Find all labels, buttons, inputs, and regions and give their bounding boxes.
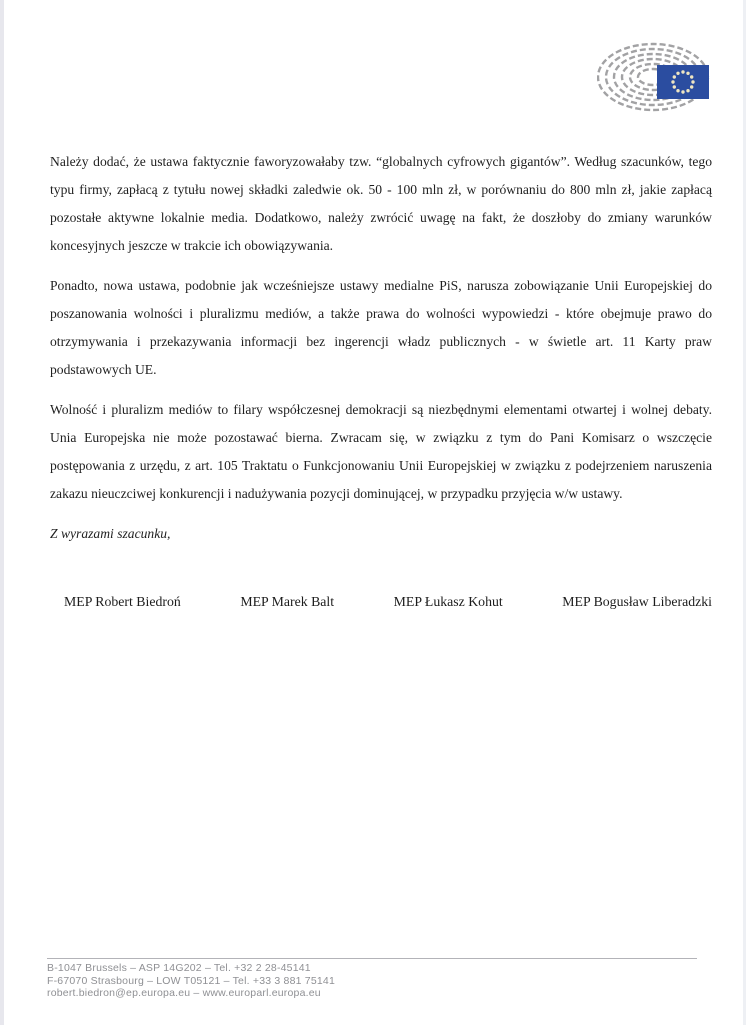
signature-mep-marek-balt: MEP Marek Balt (240, 594, 335, 609)
european-parliament-logo (597, 40, 725, 120)
eu-flag (657, 65, 709, 99)
letter-paragraph-3: Wolność i pluralizm mediów to filary współczesnej demokracji są niezbędnymi elementami otwartej i wolnej debaty. Unia Europejska nie może pozostawać bierna. Zwracam się, w związku z tym do Pani Komisarz o wszczęcie postępowania z urzędu, z art. 105 Traktatu o Funkcjonowaniu Unii Europejskiej w związku z podejrzeniem naruszenia zakazu nieuczciwej konkurencji i nadużywania pozycji dominującej, w przypadku przyjęcia w/w ustawy. (50, 402, 712, 501)
signature-mep-robert-biedron: MEP Robert Biedroń (64, 594, 181, 609)
letter-body (50, 148, 712, 610)
letterhead-footer (47, 958, 697, 1000)
closing-salutation: Z wyrazami szacunku, (50, 526, 171, 541)
letter-paragraph-2: Ponadto, nowa ustawa, podobnie jak wcześniejsze ustawy medialne PiS, narusza zobowiązanie Unii Europejskiej do poszanowania wolności i pluralizmu mediów, a także prawa do wolności wypowiedzi - które obejmuje prawo do otrzymywania i przekazywania informacji bez ingerencji władz publicznych - w świetle art. 11 Karty praw podstawowych UE. (50, 278, 712, 377)
footer-address-brussels: B-1047 Brussels – ASP 14G202 – Tel. +32 2 28-45141 (47, 962, 311, 974)
signature-mep-boguslaw-liberadzki: MEP Bogusław Liberadzki (562, 594, 712, 609)
signature-mep-lukasz-kohut: MEP Łukasz Kohut (393, 594, 503, 609)
european-parliament-logo-graphic (597, 40, 725, 120)
footer-contact-email-web: robert.biedron@ep.europa.eu – www.europarl.europa.eu (47, 987, 321, 999)
letter-paragraph-1: Należy dodać, że ustawa faktycznie faworyzowałaby tzw. “globalnych cyfrowych gigantów”. Według szacunków, tego typu firmy, zapłacą z tytułu nowej składki zaledwie ok. 50 - 100 mln zł, w porównaniu do 800 mln zł, jakie zapłacą pozostałe aktywne lokalnie media. Dodatkowo, należy zwrócić uwagę na fakt, że doszłoby do zmiany warunków koncesyjnych jeszcze w trakcie ich obowiązywania. (50, 154, 712, 253)
footer-divider (47, 958, 697, 959)
page-left-edge (0, 0, 4, 1025)
signature-row (50, 594, 712, 610)
footer-address-strasbourg: F-67070 Strasbourg – LOW T05121 – Tel. +33 3 881 75141 (47, 974, 335, 987)
